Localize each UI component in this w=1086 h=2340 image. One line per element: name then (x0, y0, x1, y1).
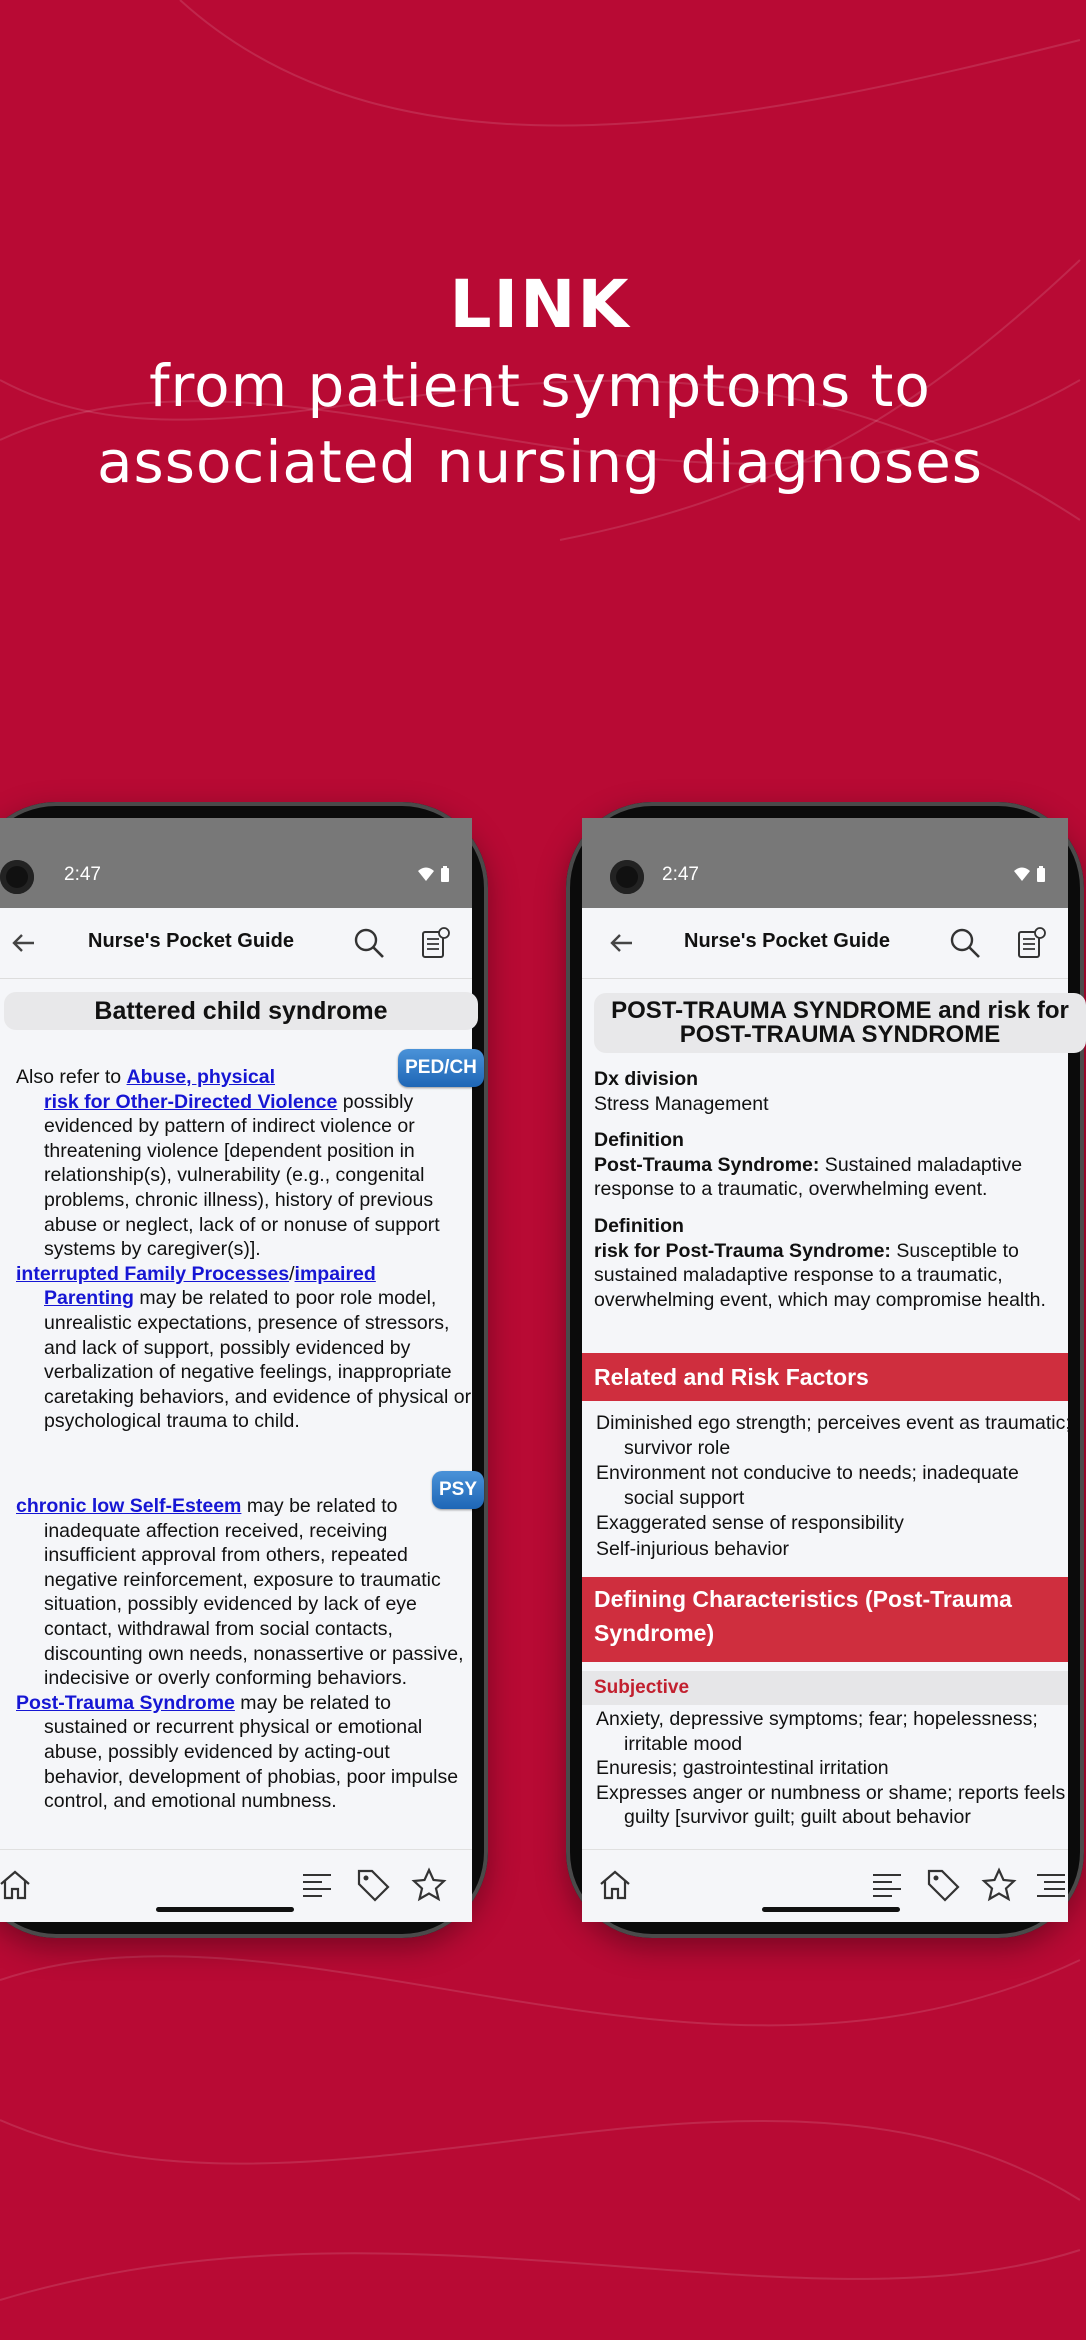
status-icons (418, 866, 450, 882)
app-bar (0, 908, 472, 979)
text: may be related to inadequate affection received, receiving insufficient approval from others, repeated negative reinforcement, exposure to traumatic situation, possibly evidenced by lack of eye contact, withdrawal from social contacts, discounting own needs, nonassertive or passive, indecisive or overly conforming behaviors. (44, 1495, 464, 1690)
home-icon[interactable] (0, 1866, 34, 1904)
link-parenting[interactable]: Parenting (44, 1287, 134, 1310)
phone-right (566, 802, 1084, 1938)
entry-self-esteem (16, 1494, 472, 1814)
search-icon[interactable] (352, 926, 386, 960)
text: may be related to sustained or recurrent physical or emotional abuse, possibly evidenced by acting-out behavior, development of phobias, poor impulse control, and emotional numbness. (44, 1691, 459, 1813)
back-arrow-icon[interactable] (604, 926, 638, 960)
phone-right-screen (582, 818, 1071, 1922)
list-item: Enuresis; gastrointestinal irritation (596, 1757, 889, 1779)
status-bar (582, 818, 1068, 908)
bottom-toolbar (582, 1849, 1068, 1922)
tag-icon[interactable] (924, 1866, 962, 1904)
paragraph (16, 1262, 472, 1434)
gesture-bar[interactable] (762, 1907, 900, 1912)
camera-hole (0, 860, 34, 894)
badge-ped-ch[interactable]: PED/CH (398, 1049, 484, 1087)
gesture-bar[interactable] (156, 1907, 294, 1912)
app-bar (582, 908, 1068, 979)
text: possibly evidenced by pattern of indirect violence or threatening violence [dependent position in relationship(s), vulnerability (e.g., congenital problems, chronic illness), history of previous abuse or neglect, lack of or nonuse of support systems by caregiver(s)]. (44, 1090, 440, 1261)
monograph-content (0, 979, 478, 1850)
entry-abuse (16, 1065, 472, 1434)
contents-list-icon[interactable] (298, 1866, 336, 1904)
section-header-defining-characteristics[interactable]: Defining Characteristics (Post-Trauma Syndrome) (582, 1577, 1068, 1662)
definition-term: Post-Trauma Syndrome: (594, 1153, 820, 1176)
separator: / (289, 1262, 295, 1285)
camera-hole (610, 860, 644, 894)
paragraph (16, 1065, 472, 1262)
list-item: Exaggerated sense of responsibility (596, 1512, 904, 1534)
definitions (594, 1067, 1068, 1312)
star-icon[interactable] (410, 1866, 448, 1904)
contents-list-icon[interactable] (868, 1866, 906, 1904)
link-impaired[interactable]: impaired (294, 1262, 376, 1285)
list-item: Self-injurious behavior (596, 1537, 789, 1560)
definition-label: Definition (594, 1129, 684, 1152)
status-time: 2:47 (662, 864, 699, 885)
app-title: Nurse's Pocket Guide (684, 930, 890, 952)
text: Sustained maladaptive response to a traumatic, overwhelming event. (594, 1153, 1023, 1201)
link-risk-violence[interactable]: risk for Other-Directed Violence (44, 1090, 338, 1113)
list-item: Expresses anger or numbness or shame; reports feels guilty [survivor guilt; guilt about behavior (596, 1781, 1066, 1828)
notes-icon[interactable] (1014, 926, 1048, 960)
link-post-trauma[interactable]: Post-Trauma Syndrome (16, 1691, 235, 1714)
list-item: Diminished ego strength; perceives event as traumatic; survivor role (596, 1412, 1071, 1459)
back-arrow-icon[interactable] (6, 926, 40, 960)
definition-text (594, 1153, 1068, 1202)
list-item: Anxiety, depressive symptoms; fear; hopelessness; irritable mood (596, 1708, 1038, 1755)
app-title: Nurse's Pocket Guide (88, 930, 294, 952)
home-icon[interactable] (596, 1866, 634, 1904)
outline-indent-icon[interactable] (1032, 1866, 1070, 1904)
monograph-content (582, 979, 1071, 1850)
notes-icon[interactable] (418, 926, 452, 960)
status-time: 2:47 (64, 864, 101, 885)
text: Also refer to (16, 1066, 127, 1088)
list-item: Environment not conducive to needs; inadequate social support (596, 1462, 1019, 1509)
headline-line-3: associated nursing diagnoses (96, 428, 984, 496)
status-icons (1014, 866, 1046, 882)
search-icon[interactable] (948, 926, 982, 960)
text: Susceptible to sustained maladaptive response to a traumatic, overwhelming event, which may compromise health. (594, 1239, 1046, 1311)
section-title: POST-TRAUMA SYNDROME and risk for POST-TRAUMA SYNDROME (594, 993, 1086, 1053)
subheader-subjective: Subjective (582, 1671, 1068, 1705)
section-title: Battered child syndrome (4, 992, 478, 1030)
definition-label: Definition (594, 1214, 684, 1237)
related-factors-list (582, 1411, 1072, 1561)
definition-term: risk for Post-Trauma Syndrome: (594, 1239, 891, 1262)
link-family-processes[interactable]: interrupted Family Processes (16, 1262, 290, 1285)
phone-left (0, 802, 488, 1938)
bottom-toolbar (0, 1849, 472, 1922)
headline (0, 262, 1080, 500)
wifi-icon (418, 867, 434, 881)
headline-line-2: from patient symptoms to (149, 352, 931, 420)
badge-psy[interactable]: PSY (432, 1471, 484, 1509)
paragraph (16, 1691, 472, 1814)
definition-text (594, 1239, 1068, 1313)
dx-value: Stress Management (594, 1092, 769, 1115)
section-header-related-factors[interactable]: Related and Risk Factors (582, 1353, 1068, 1401)
tag-icon[interactable] (354, 1866, 392, 1904)
text: may be related to poor role model, unrealistic expectations, presence of stressors, and lack of support, possibly evidenced by verbalization of negative feelings, inappropriate caretaking behaviors, and evidence of physical or psychological trauma to child. (44, 1287, 472, 1433)
battery-icon (440, 866, 450, 882)
phone-left-screen (0, 818, 478, 1922)
dx-label: Dx division (594, 1068, 699, 1090)
link-self-esteem[interactable]: chronic low Self-Esteem (16, 1495, 242, 1517)
paragraph (16, 1494, 472, 1691)
battery-icon (1036, 866, 1046, 882)
wifi-icon (1014, 867, 1030, 881)
link-abuse-physical[interactable]: Abuse, physical (126, 1066, 276, 1088)
subjective-list (582, 1707, 1072, 1830)
star-icon[interactable] (980, 1866, 1018, 1904)
headline-title: LINK (449, 266, 631, 343)
status-bar (0, 818, 472, 908)
